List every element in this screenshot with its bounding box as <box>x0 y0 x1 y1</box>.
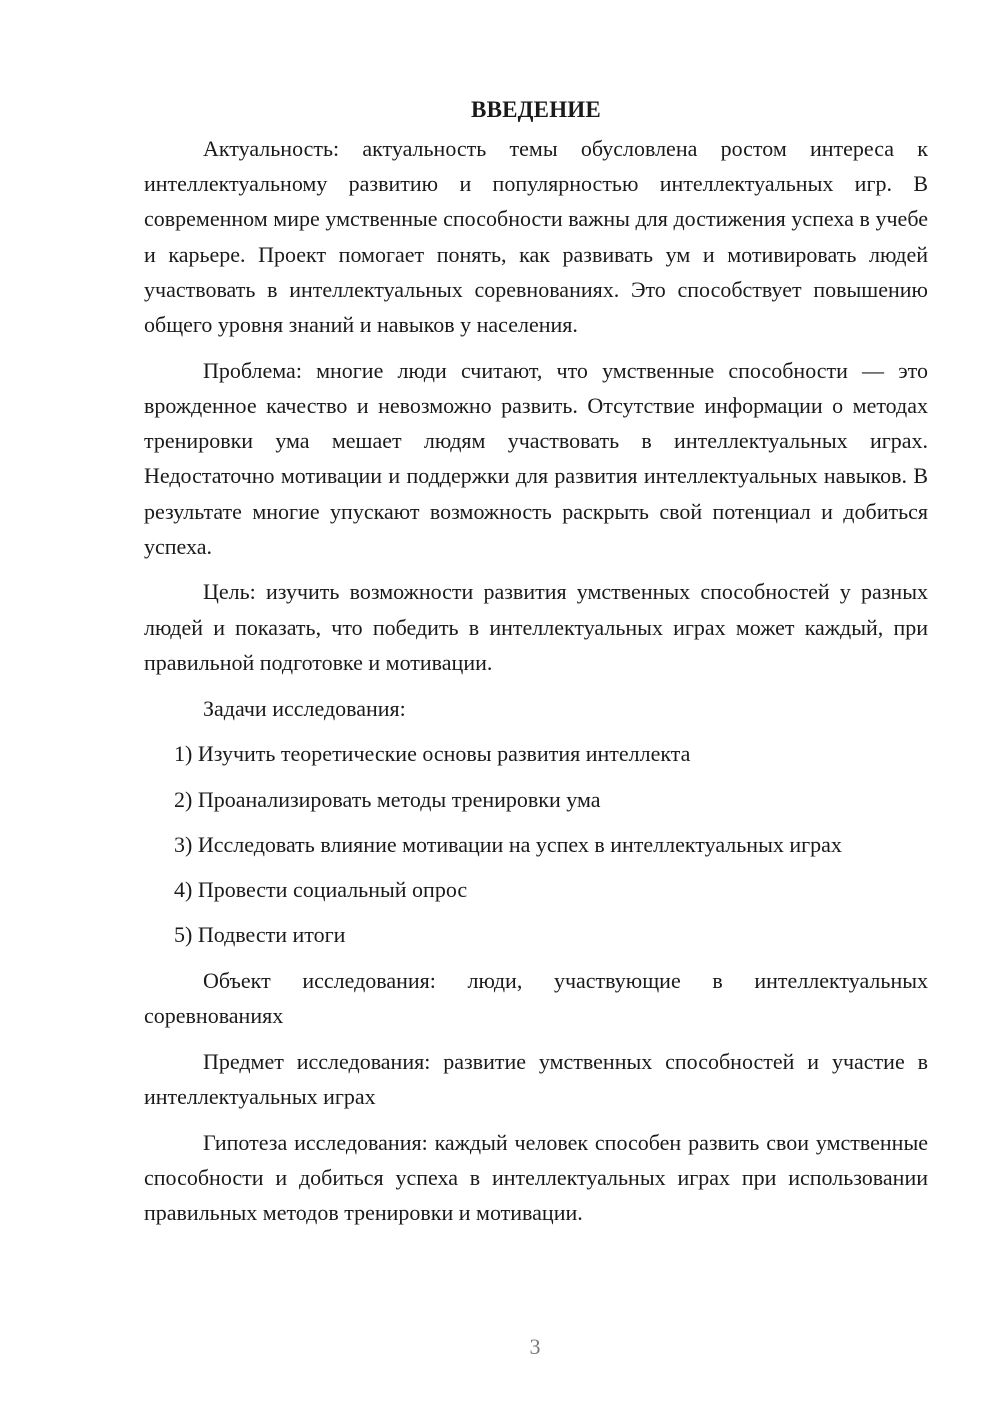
paragraph-hypothesis: Гипотеза исследования: каждый человек способен развить свои умственные способности и добиться успеха в интеллектуальных играх при использовании правильных методов тренировки и мотивации. <box>144 1129 928 1225</box>
list-item: 4) Провести социальный опрос <box>174 877 468 903</box>
list-item: 5) Подвести итоги <box>174 922 346 948</box>
paragraph-goal: Цель: изучить возможности развития умственных способностей у разных людей и показать, что победить в интеллектуальных играх может каждый, при правильной подготовке и мотивации. <box>144 579 928 675</box>
paragraph-object: Объект исследования: люди, участвующие в интеллектуальных соревнованиях <box>144 967 928 1028</box>
paragraph-relevance: Актуальность: актуальность темы обусловлена ростом интереса к интеллектуальному развитию и популярностью интеллектуальных игр. В современном мире умственные способности важны для достижения успеха в учебе и карьере. Проект помогает понять, как развивать ум и мотивировать людей участвовать в интеллектуальных соревнованиях. Это способствует повышению общего уровня знаний и навыков у населения. <box>144 136 928 338</box>
list-item: 2) Проанализировать методы тренировки ума <box>174 786 601 812</box>
section-heading: ВВЕДЕНИЕ <box>471 97 601 122</box>
tasks-list <box>144 736 928 952</box>
list-item: 3) Исследовать влияние мотивации на успех в интеллектуальных играх <box>174 831 842 857</box>
paragraph-problem: Проблема: многие люди считают, что умственные способности — это врожденное качество и невозможно развить. Отсутствие информации о методах тренировки ума мешает людям участвовать в интеллектуальных играх. Недостаточно мотивации и поддержки для развития интеллектуальных навыков. В результате многие упускают возможность раскрыть свой потенциал и добиться успеха. <box>144 357 928 559</box>
paragraph-subject: Предмет исследования: развитие умственных способностей и участие в интеллектуальных играх <box>144 1048 928 1109</box>
paragraph-tasks-intro: Задачи исследования: <box>203 695 406 721</box>
page-number: 3 <box>529 1334 541 1359</box>
list-item: 1) Изучить теоретические основы развития интеллекта <box>174 741 691 767</box>
document-page <box>144 92 928 1241</box>
